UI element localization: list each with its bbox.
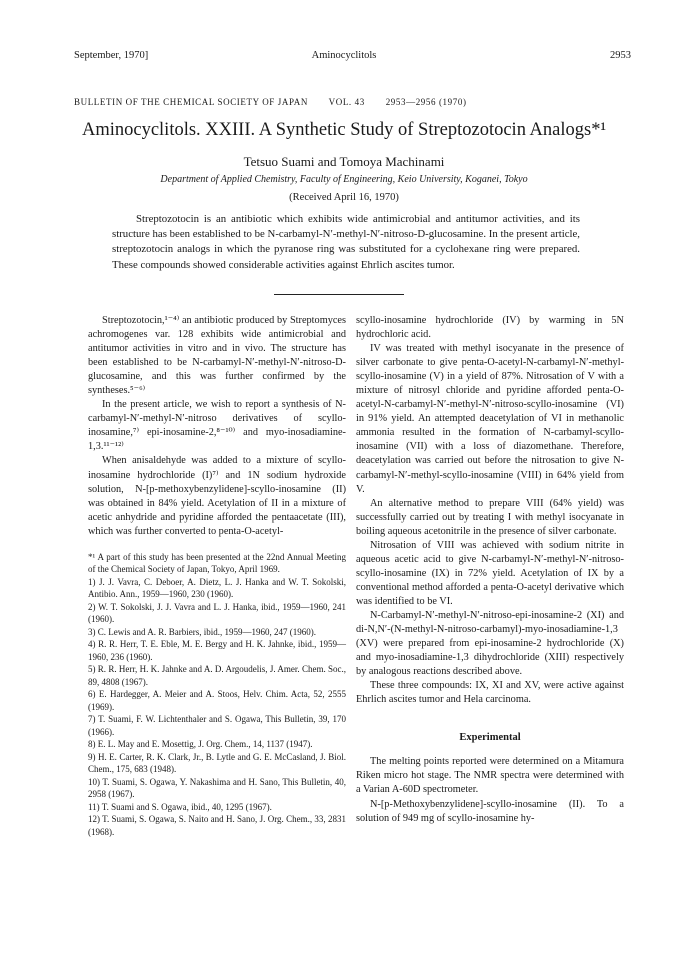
received-date: (Received April 16, 1970) [289,192,399,203]
right-column [356,314,624,826]
separator-rule [274,294,404,295]
section-heading-experimental: Experimental [459,732,521,744]
footnote: 1) J. J. Vavra, C. Deboer, A. Dietz, L. J. Hanka and W. T. Sokolski, Antibio. Ann., 1959—1960, 230 (1960). [88,576,346,600]
footnote: 2) W. T. Sokolski, J. J. Vavra and L. J. Hanka, ibid., 1959—1960, 241 (1960). [88,601,346,625]
body-paragraph: An alternative method to prepare VIII (64% yield) was successfully carried out by treating I with methyl isocyanate in boiling aqueous acetonitrile in the presence of silver carbonate. [356,497,624,537]
left-column [88,314,346,838]
footnote: 3) C. Lewis and A. R. Barbiers, ibid., 1959—1960, 247 (1960). [88,626,316,637]
body-paragraph: N-Carbamyl-N′-methyl-N′-nitroso-epi-inosamine-2 (XI) and di-N,N′-(N-methyl-N-nitroso-carbamyl)-myo-inosadiamine-1,3 (XV) were prepared from epi-inosamine-2 hydrochloride (X) and myo-inosadiamine-1,3 dihydrochloride (XIII) respectively by analogous reactions described above. [356,609,624,678]
footnote: 4) R. R. Herr, T. E. Eble, M. E. Bergy and H. K. Jahnke, ibid., 1959—1960, 236 (1960). [88,639,346,662]
abstract [112,212,580,273]
footnote: 10) T. Suami, S. Ogawa, Y. Nakashima and H. Sano, This Bulletin, 40, 2958 (1967). [88,776,346,800]
footnotes [88,551,346,839]
body-paragraph: IV was treated with methyl isocyanate in the presence of silver carbonate to give penta-O-acetyl-N-carbamyl-N′-methyl-scyllo-inosamine (V) in a yield of 87%. Nitrosation of V with a mixture of nitrosyl chloride and pyridine afforded penta-O-acetyl-N-carbamyl-N′-methyl-N′-nitroso-scyllo-inosamine (VI) in 91% yield. An attempted deacetylation of VI in methanolic ammonia resulted in the formation of N-carbamyl-scyllo-inosamine (VII) with a loss of diazomethane. Therefore, deacetylation was carried out before the nitrosation to give N-carbamyl-N′-methyl-scyllo-inosamine (VIII) in 64% yield from V. [356,343,624,495]
journal-name: BULLETIN OF THE CHEMICAL SOCIETY OF JAPAN [74,97,308,107]
experimental-paragraph: The melting points reported were determined on a Mitamura Riken micro hot stage. The NMR spectra were determined with a Varian A-60D spectrometer. [356,756,624,796]
abstract-text: Streptozotocin is an antibiotic which exhibits wide antimicrobial and antitumor activities, and its structure has been established to be N-carbamyl-N′-methyl-N′-nitroso-D-glucosamine. In the present article, streptozotocin analogs in which the pyranose ring was substituted for a cyclohexane ring were prepared. These compounds showed considerable activities against Ehrlich ascites tumor. [112,213,580,271]
paper-authors: Tetsuo Suami and Tomoya Machinami [243,154,445,169]
experimental-paragraph: N-[p-Methoxybenzylidene]-scyllo-inosamine (II). To a solution of 949 mg of scyllo-inosamine hy- [356,798,624,824]
running-header-date: September, 1970] [74,50,149,61]
body-paragraph: In the present article, we wish to report a synthesis of N-carbamyl-N′-methyl-N′-nitroso derivatives of scyllo-inosamine,⁷⁾ epi-inosamine-2,⁸⁻¹⁰⁾ and myo-inosadiamine-1,3.¹¹⁻¹²⁾ [88,399,346,453]
footnote: 5) R. R. Herr, H. K. Jahnke and A. D. Argoudelis, J. Amer. Chem. Soc., 89, 4808 (1967). [88,664,346,687]
footnote: *¹ A part of this study has been presented at the 22nd Annual Meeting of the Chemical Society of Japan, Tokyo, April 1969. [88,551,346,575]
footnote: 8) E. L. May and E. Mosettig, J. Org. Chem., 14, 1137 (1947). [88,739,313,750]
journal-pages: 2953—2956 (1970) [385,97,467,107]
body-paragraph: Streptozotocin,¹⁻⁴⁾ an antibiotic produced by Streptomyces achromogenes var. 128 exhibits wide antimicrobial and antitumor activities in vitro and in vivo. The structure has been established to be N-carbamyl-N′-methyl-N′-nitroso-D-glucosamine, and this was further confirmed by the syntheses.⁵⁻⁶⁾ [88,315,346,397]
body-paragraph: When anisaldehyde was added to a mixture of scyllo-inosamine hydrochloride (I)⁷⁾ and 1N sodium hydroxide solution, N-[p-methoxybenzylidene]-scyllo-inosamine (II) was obtained in 84% yield. Acetylation of II in a mixture of acetic anhydride and pyridine afforded the pentaacetate (III), which was further converted to penta-O-acetyl- [88,455,346,537]
running-header-title: Aminocyclitols [311,50,377,61]
body-paragraph: These three compounds: IX, XI and XV, were active against Ehrlich ascites tumor and Hela carcinoma. [356,680,624,706]
paper-affiliation: Department of Applied Chemistry, Faculty of Engineering, Keio University, Koganei, Tokyo [160,174,528,185]
paper-title: Aminocyclitols. XXIII. A Synthetic Study of Streptozotocin Analogs*¹ [81,120,607,140]
footnote: 12) T. Suami, S. Ogawa, S. Naito and H. Sano, J. Org. Chem., 33, 2831 (1968). [88,814,346,837]
footnote: 6) E. Hardegger, A. Meier and A. Stoos, Helv. Chim. Acta, 52, 2555 (1969). [88,689,346,712]
page-number: 2953 [610,50,631,61]
body-paragraph: scyllo-inosamine hydrochloride (IV) by warming in 5N hydrochloric acid. [356,315,624,341]
footnote: 7) T. Suami, F. W. Lichtenthaler and S. Ogawa, This Bulletin, 39, 170 (1966). [88,714,346,737]
journal-line [74,97,634,107]
footnote: 11) T. Suami and S. Ogawa, ibid., 40, 1295 (1967). [88,801,272,812]
journal-volume: VOL. 43 [328,97,365,107]
footnote: 9) H. E. Carter, R. K. Clark, Jr., B. Lytle and G. E. McCasland, J. Biol. Chem., 175, 683 (1948). [88,751,346,775]
body-paragraph: Nitrosation of VIII was achieved with sodium nitrite in aqueous acetic acid to give N-carbamyl-N′-methyl-N′-nitroso-scyllo-inosamine (IX) in 72% yield. Acetylation of IX by a conventional method afforded a penta-O-acetyl derivative which was identified to be VI. [356,539,624,607]
